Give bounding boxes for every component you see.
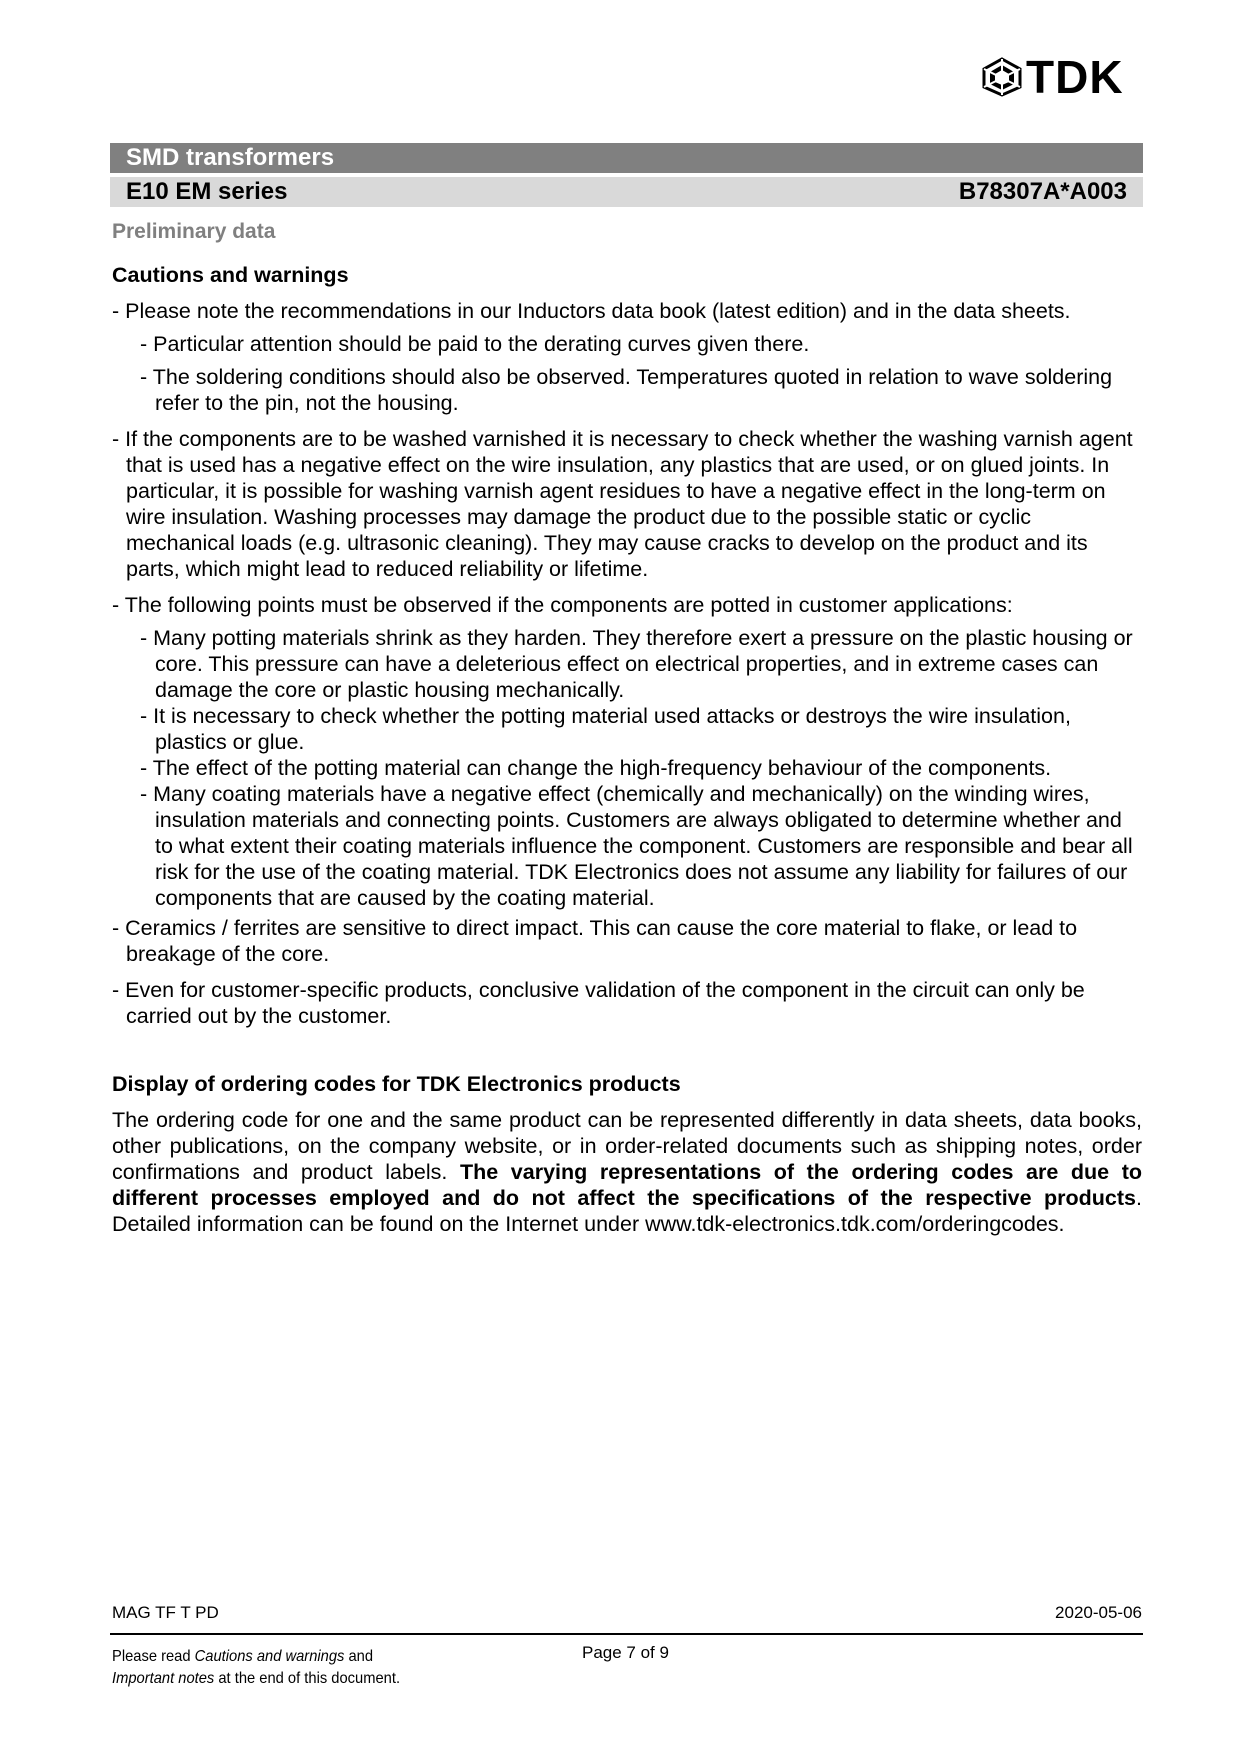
footer-date: 2020-05-06: [1055, 1603, 1142, 1622]
caution-subitem: - Many coating materials have a negative effect (chemically and mechanically) on the winding wires, insulation materials and connecting points. Customers are always obligated to determine whether and to what extent their coating materials influence the component. Customers are responsible and bear all risk for the use of the coating material. TDK Electronics does not assume any liability for failures of our components that are caused by the coating material.: [140, 782, 1133, 910]
footer-note-italic: Cautions and warnings: [194, 1648, 345, 1665]
caution-item: - Ceramics / ferrites are sensitive to direct impact. This can cause the core material to flake, or lead to breakage of the core.: [112, 916, 1078, 966]
series-title: E10 EM series: [126, 178, 288, 205]
caution-item: - If the components are to be washed varnished it is necessary to check whether the washing varnish agent that is used has a negative effect on the wire insulation, any plastics that are used, or on glued joints. In particular, it is possible for washing varnish agent residues to have a negative effect in the long-term on wire insulation. Washing processes may damage the product due to the possible static or cyclic mechanical loads (e.g. ultrasonic cleaning). They may cause cracks to develop on the product and its parts, which might lead to reduced reliability or lifetime.: [112, 427, 1133, 581]
footer-note: [112, 1646, 400, 1690]
caution-item: - Even for customer-specific products, conclusive validation of the component in the circuit can only be carried out by the customer.: [112, 978, 1085, 1028]
ordering-text-end: . Detailed information can be found on the Internet under www.tdk-electronics.tdk.com/orderingcodes.: [112, 1186, 1142, 1236]
tdk-logo: [980, 51, 1142, 103]
ordering-paragraph: [112, 1107, 1142, 1237]
ordering-heading: Display of ordering codes for TDK Electronics products: [112, 1072, 681, 1096]
caution-subitem: - It is necessary to check whether the potting material used attacks or destroys the wire insulation, plastics or glue.: [140, 704, 1071, 754]
caution-item: [112, 592, 1142, 911]
caution-text: - The following points must be observed if the components are potted in customer applications:: [112, 593, 1013, 617]
tdk-logo-text: TDK: [1026, 51, 1124, 103]
category-title: SMD transformers: [126, 144, 335, 171]
caution-subitem: - The effect of the potting material can change the high-frequency behaviour of the components.: [140, 756, 1052, 780]
footer-divider: [110, 1633, 1143, 1635]
caution-text: - Please note the recommendations in our Inductors data book (latest edition) and in the data sheets.: [112, 299, 1071, 323]
footer-note-text: Please read: [112, 1648, 195, 1665]
series-band: [110, 177, 1143, 207]
caution-sublist: [140, 625, 1142, 911]
footer-doc-code: MAG TF T PD: [112, 1603, 219, 1622]
tdk-emblem-icon: [980, 57, 1024, 97]
ordering-text: The ordering code for one and the same product can be represented differently in data sheets, data books, other publications, on the company website, or in order-related documents such as shipping notes, order confirmations and product labels.: [112, 1108, 1142, 1184]
footer-note-text: and: [344, 1648, 374, 1665]
footer-note-italic: Important notes: [112, 1670, 215, 1687]
preliminary-label: Preliminary data: [112, 220, 276, 243]
cautions-heading: Cautions and warnings: [112, 263, 349, 287]
main-content: [112, 262, 1142, 1237]
ordering-section: [112, 1071, 1142, 1237]
footer-note-line-1: [112, 1646, 400, 1668]
page-number: Page 7 of 9: [582, 1643, 669, 1662]
caution-sublist: [140, 331, 1142, 416]
caution-subitem: - Many potting materials shrink as they harden. They therefore exert a pressure on the plastic housing or core. This pressure can have a deleterious effect on electrical properties, and in extreme cases can damage the core or plastic housing mechanically.: [140, 626, 1133, 702]
category-band: [110, 143, 1143, 173]
footer-note-text: at the end of this document.: [214, 1670, 401, 1687]
part-number: B78307A*A003: [958, 178, 1127, 205]
caution-subitem: - Particular attention should be paid to the derating curves given there.: [140, 332, 810, 356]
footer-note-line-2: [112, 1668, 400, 1690]
caution-subitem: - The soldering conditions should also be observed. Temperatures quoted in relation to wave soldering refer to the pin, not the housing.: [140, 365, 1113, 415]
ordering-text-bold: The varying representations of the ordering codes are due to different processes employed and do not affect the specifications of the respective products: [112, 1160, 1142, 1210]
cautions-list: [112, 298, 1142, 1029]
caution-item: [112, 298, 1142, 416]
